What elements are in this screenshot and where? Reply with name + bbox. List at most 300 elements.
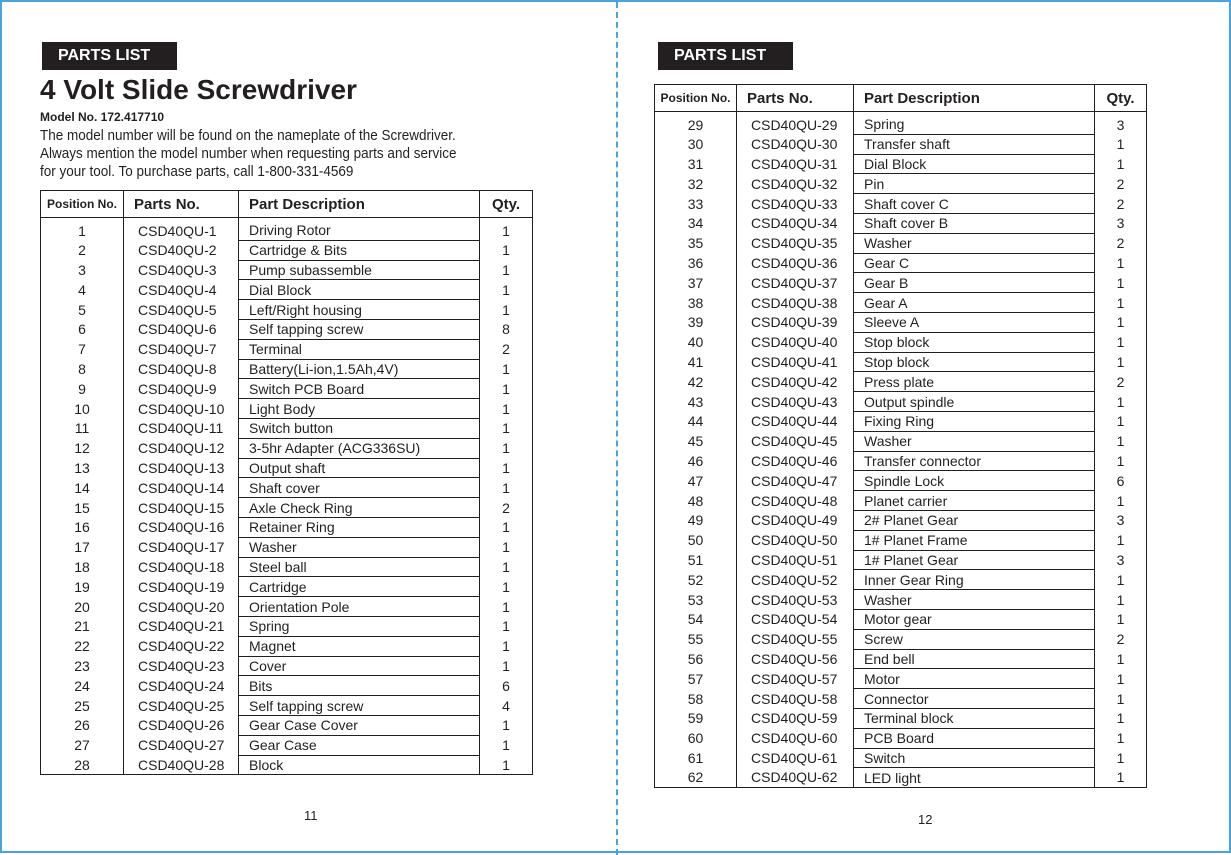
quantity-cell: 1 [480,260,533,280]
description-cell: Switch PCB Board [239,379,480,399]
quantity-cell: 1 [480,300,533,320]
description-cell: Transfer shaft [854,134,1095,154]
description-cell: Washer [854,233,1095,253]
part-number-cell: CSD40QU-60 [737,728,854,748]
part-number-cell: CSD40QU-7 [124,339,239,359]
part-number-cell: CSD40QU-26 [124,715,239,735]
part-number-cell: CSD40QU-16 [124,517,239,537]
part-number-cell: CSD40QU-59 [737,708,854,728]
quantity-cell: 3 [1095,510,1147,530]
description-cell: Magnet [239,636,480,656]
description-cell: Bits [239,676,480,696]
position-cell: 59 [655,708,737,728]
table-row [41,517,533,537]
description-cell: Self tapping screw [239,319,480,339]
position-cell: 1 [41,218,124,241]
table-row [41,319,533,339]
part-number-cell: CSD40QU-14 [124,478,239,498]
part-number-cell: CSD40QU-29 [737,112,854,135]
position-cell: 43 [655,392,737,412]
quantity-cell: 1 [480,597,533,617]
position-cell: 3 [41,260,124,280]
table-row [655,194,1147,214]
description-cell: Spring [854,112,1095,135]
part-number-cell: CSD40QU-34 [737,213,854,233]
position-cell: 32 [655,174,737,194]
part-number-cell: CSD40QU-48 [737,491,854,511]
quantity-cell: 1 [1095,689,1147,709]
parts-table-right [654,84,1147,788]
table-row [655,748,1147,768]
table-row [41,359,533,379]
position-cell: 51 [655,550,737,570]
quantity-cell: 2 [480,498,533,518]
description-cell: Shaft cover C [854,194,1095,214]
quantity-cell: 1 [1095,273,1147,293]
table-row [655,112,1147,135]
quantity-cell: 2 [1095,372,1147,392]
table-row [655,174,1147,194]
part-number-cell: CSD40QU-5 [124,300,239,320]
position-cell: 12 [41,438,124,458]
table-row [41,498,533,518]
position-cell: 29 [655,112,737,135]
quantity-cell: 1 [1095,669,1147,689]
table-row [655,609,1147,629]
table-row [41,656,533,676]
table-row [655,570,1147,590]
description-cell: Block [239,755,480,775]
table-row [655,392,1147,412]
table-row [655,708,1147,728]
table-row [41,557,533,577]
table-row [41,735,533,755]
page-divider [616,2,618,855]
description-cell: Washer [854,590,1095,610]
part-number-cell: CSD40QU-40 [737,332,854,352]
position-cell: 24 [41,676,124,696]
part-number-cell: CSD40QU-36 [737,253,854,273]
table-row [41,636,533,656]
part-number-cell: CSD40QU-42 [737,372,854,392]
description-cell: Output spindle [854,392,1095,412]
quantity-cell: 1 [1095,134,1147,154]
table-row [655,253,1147,273]
table-row [655,293,1147,313]
description-cell: Gear B [854,273,1095,293]
position-cell: 16 [41,517,124,537]
quantity-cell: 1 [1095,570,1147,590]
part-number-cell: CSD40QU-4 [124,280,239,300]
position-cell: 14 [41,478,124,498]
position-cell: 58 [655,689,737,709]
table-row [655,411,1147,431]
description-cell: LED light [854,768,1095,788]
description-cell: Motor [854,669,1095,689]
header-qty: Qty. [480,191,533,218]
quantity-cell: 3 [1095,550,1147,570]
quantity-cell: 1 [1095,392,1147,412]
description-cell: Dial Block [854,154,1095,174]
position-cell: 62 [655,768,737,788]
position-cell: 41 [655,352,737,372]
description-cell: 2# Planet Gear [854,510,1095,530]
quantity-cell: 3 [1095,112,1147,135]
description-cell: Cover [239,656,480,676]
part-number-cell: CSD40QU-62 [737,768,854,788]
position-cell: 18 [41,557,124,577]
part-number-cell: CSD40QU-57 [737,669,854,689]
table-row [41,478,533,498]
position-cell: 52 [655,570,737,590]
position-cell: 5 [41,300,124,320]
header-parts-no: Parts No. [124,191,239,218]
part-number-cell: CSD40QU-31 [737,154,854,174]
position-cell: 34 [655,213,737,233]
description-cell: Inner Gear Ring [854,570,1095,590]
position-cell: 23 [41,656,124,676]
part-number-cell: CSD40QU-49 [737,510,854,530]
quantity-cell: 1 [1095,312,1147,332]
header-qty: Qty. [1095,85,1147,112]
part-number-cell: CSD40QU-61 [737,748,854,768]
description-cell: Stop block [854,332,1095,352]
description-cell: Orientation Pole [239,597,480,617]
position-cell: 57 [655,669,737,689]
table-row [41,755,533,775]
quantity-cell: 1 [1095,728,1147,748]
table-row [655,590,1147,610]
table-row [41,218,533,241]
table-row [655,669,1147,689]
description-cell: Pin [854,174,1095,194]
position-cell: 30 [655,134,737,154]
position-cell: 31 [655,154,737,174]
description-cell: Motor gear [854,609,1095,629]
quantity-cell: 1 [1095,411,1147,431]
part-number-cell: CSD40QU-22 [124,636,239,656]
part-number-cell: CSD40QU-13 [124,458,239,478]
quantity-cell: 1 [480,656,533,676]
description-cell: 3-5hr Adapter (ACG336SU) [239,438,480,458]
position-cell: 50 [655,530,737,550]
description-cell: Gear C [854,253,1095,273]
position-cell: 48 [655,491,737,511]
quantity-cell: 1 [480,735,533,755]
quantity-cell: 1 [1095,451,1147,471]
position-cell: 38 [655,293,737,313]
position-cell: 33 [655,194,737,214]
description-cell: Retainer Ring [239,517,480,537]
description-cell: Gear Case [239,735,480,755]
quantity-cell: 1 [1095,708,1147,728]
description-cell: Stop block [854,352,1095,372]
parts-list-banner-left: PARTS LIST [42,42,177,70]
table-row [655,629,1147,649]
position-cell: 11 [41,418,124,438]
table-row [41,696,533,716]
description-cell: Terminal block [854,708,1095,728]
table-row [41,715,533,735]
position-cell: 20 [41,597,124,617]
quantity-cell: 1 [1095,293,1147,313]
table-row [41,438,533,458]
position-cell: 6 [41,319,124,339]
quantity-cell: 1 [480,418,533,438]
description-cell: Fixing Ring [854,411,1095,431]
description-cell: Shaft cover [239,478,480,498]
description-cell: Cartridge [239,577,480,597]
table-row [655,768,1147,788]
quantity-cell: 1 [480,240,533,260]
position-cell: 17 [41,537,124,557]
table-row [655,510,1147,530]
intro-line-3: for your tool. To purchase parts, call 1-800-331-4569 [40,163,354,180]
description-cell: Transfer connector [854,451,1095,471]
part-number-cell: CSD40QU-20 [124,597,239,617]
position-cell: 9 [41,379,124,399]
part-number-cell: CSD40QU-38 [737,293,854,313]
part-number-cell: CSD40QU-45 [737,431,854,451]
table-row [655,491,1147,511]
table-row [41,577,533,597]
position-cell: 61 [655,748,737,768]
quantity-cell: 1 [480,359,533,379]
position-cell: 55 [655,629,737,649]
part-number-cell: CSD40QU-58 [737,689,854,709]
quantity-cell: 1 [480,218,533,241]
quantity-cell: 1 [1095,768,1147,788]
page-number-left: 11 [304,808,318,823]
part-number-cell: CSD40QU-51 [737,550,854,570]
header-parts-no: Parts No. [737,85,854,112]
description-cell: Axle Check Ring [239,498,480,518]
part-number-cell: CSD40QU-12 [124,438,239,458]
position-cell: 22 [41,636,124,656]
quantity-cell: 1 [1095,253,1147,273]
position-cell: 7 [41,339,124,359]
quantity-cell: 1 [480,280,533,300]
description-cell: Terminal [239,339,480,359]
part-number-cell: CSD40QU-56 [737,649,854,669]
quantity-cell: 1 [480,557,533,577]
table-row [655,431,1147,451]
part-number-cell: CSD40QU-53 [737,590,854,610]
table-row [41,418,533,438]
position-cell: 15 [41,498,124,518]
description-cell: Gear Case Cover [239,715,480,735]
description-cell: Switch button [239,418,480,438]
table-row [655,550,1147,570]
part-number-cell: CSD40QU-32 [737,174,854,194]
parts-list-banner-right: PARTS LIST [658,42,793,70]
position-cell: 46 [655,451,737,471]
position-cell: 35 [655,233,737,253]
description-cell: Sleeve A [854,312,1095,332]
quantity-cell: 1 [480,399,533,419]
table-row [41,597,533,617]
table-row [655,213,1147,233]
position-cell: 19 [41,577,124,597]
part-number-cell: CSD40QU-27 [124,735,239,755]
table-row [655,352,1147,372]
position-cell: 21 [41,616,124,636]
table-row [655,372,1147,392]
position-cell: 4 [41,280,124,300]
position-cell: 27 [41,735,124,755]
position-cell: 28 [41,755,124,775]
quantity-cell: 1 [480,438,533,458]
position-cell: 60 [655,728,737,748]
quantity-cell: 8 [480,319,533,339]
table-row [655,273,1147,293]
table-row [655,233,1147,253]
description-cell: Cartridge & Bits [239,240,480,260]
quantity-cell: 2 [480,339,533,359]
position-cell: 53 [655,590,737,610]
table-row [655,649,1147,669]
position-cell: 49 [655,510,737,530]
description-cell: Steel ball [239,557,480,577]
parts-table-left [40,190,533,775]
table-row [41,260,533,280]
quantity-cell: 1 [480,755,533,775]
part-number-cell: CSD40QU-21 [124,616,239,636]
position-cell: 36 [655,253,737,273]
position-cell: 47 [655,471,737,491]
table-row [41,280,533,300]
table-row [655,154,1147,174]
description-cell: Switch [854,748,1095,768]
quantity-cell: 1 [1095,491,1147,511]
table-row [655,332,1147,352]
position-cell: 44 [655,411,737,431]
description-cell: Spring [239,616,480,636]
product-title: 4 Volt Slide Screwdriver [40,74,357,105]
part-number-cell: CSD40QU-44 [737,411,854,431]
quantity-cell: 1 [480,379,533,399]
part-number-cell: CSD40QU-24 [124,676,239,696]
quantity-cell: 1 [1095,332,1147,352]
part-number-cell: CSD40QU-9 [124,379,239,399]
part-number-cell: CSD40QU-28 [124,755,239,775]
part-number-cell: CSD40QU-43 [737,392,854,412]
description-cell: Spindle Lock [854,471,1095,491]
description-cell: Press plate [854,372,1095,392]
description-cell: Washer [239,537,480,557]
part-number-cell: CSD40QU-39 [737,312,854,332]
part-number-cell: CSD40QU-23 [124,656,239,676]
position-cell: 26 [41,715,124,735]
description-cell: Battery(Li-ion,1.5Ah,4V) [239,359,480,379]
table-row [655,451,1147,471]
table-row [655,530,1147,550]
quantity-cell: 3 [1095,213,1147,233]
part-number-cell: CSD40QU-37 [737,273,854,293]
table-row [41,339,533,359]
description-cell: Output shaft [239,458,480,478]
description-cell: Pump subassemble [239,260,480,280]
position-cell: 8 [41,359,124,379]
part-number-cell: CSD40QU-11 [124,418,239,438]
description-cell: Dial Block [239,280,480,300]
part-number-cell: CSD40QU-54 [737,609,854,629]
intro-line-2: Always mention the model number when requesting parts and service [40,145,457,162]
position-cell: 25 [41,696,124,716]
position-cell: 13 [41,458,124,478]
part-number-cell: CSD40QU-55 [737,629,854,649]
part-number-cell: CSD40QU-33 [737,194,854,214]
part-number-cell: CSD40QU-41 [737,352,854,372]
table-row [41,240,533,260]
table-row [41,458,533,478]
quantity-cell: 6 [1095,471,1147,491]
description-cell: Washer [854,431,1095,451]
part-number-cell: CSD40QU-30 [737,134,854,154]
part-number-cell: CSD40QU-52 [737,570,854,590]
quantity-cell: 1 [1095,649,1147,669]
description-cell: Driving Rotor [239,218,480,241]
quantity-cell: 1 [480,537,533,557]
position-cell: 45 [655,431,737,451]
quantity-cell: 1 [1095,590,1147,610]
position-cell: 37 [655,273,737,293]
quantity-cell: 2 [1095,194,1147,214]
part-number-cell: CSD40QU-10 [124,399,239,419]
part-number-cell: CSD40QU-8 [124,359,239,379]
table-row [655,134,1147,154]
quantity-cell: 1 [1095,530,1147,550]
description-cell: Left/Right housing [239,300,480,320]
part-number-cell: CSD40QU-25 [124,696,239,716]
quantity-cell: 1 [1095,748,1147,768]
quantity-cell: 1 [1095,431,1147,451]
intro-line-1: The model number will be found on the nameplate of the Screwdriver. [40,127,456,144]
position-cell: 42 [655,372,737,392]
position-cell: 2 [41,240,124,260]
header-position: Position No. [41,191,124,218]
part-number-cell: CSD40QU-46 [737,451,854,471]
quantity-cell: 1 [480,577,533,597]
part-number-cell: CSD40QU-15 [124,498,239,518]
description-cell: Shaft cover B [854,213,1095,233]
part-number-cell: CSD40QU-47 [737,471,854,491]
quantity-cell: 1 [480,616,533,636]
quantity-cell: 1 [1095,154,1147,174]
table-row [655,312,1147,332]
quantity-cell: 1 [480,517,533,537]
table-row [655,471,1147,491]
position-cell: 40 [655,332,737,352]
part-number-cell: CSD40QU-6 [124,319,239,339]
part-number-cell: CSD40QU-50 [737,530,854,550]
description-cell: PCB Board [854,728,1095,748]
part-number-cell: CSD40QU-1 [124,218,239,241]
intro-text [40,127,510,181]
description-cell: Planet carrier [854,491,1095,511]
header-description: Part Description [854,85,1095,112]
header-description: Part Description [239,191,480,218]
quantity-cell: 2 [1095,629,1147,649]
part-number-cell: CSD40QU-2 [124,240,239,260]
quantity-cell: 1 [1095,352,1147,372]
quantity-cell: 4 [480,696,533,716]
description-cell: Light Body [239,399,480,419]
header-position: Position No. [655,85,737,112]
description-cell: Screw [854,629,1095,649]
table-row [41,300,533,320]
description-cell: 1# Planet Gear [854,550,1095,570]
